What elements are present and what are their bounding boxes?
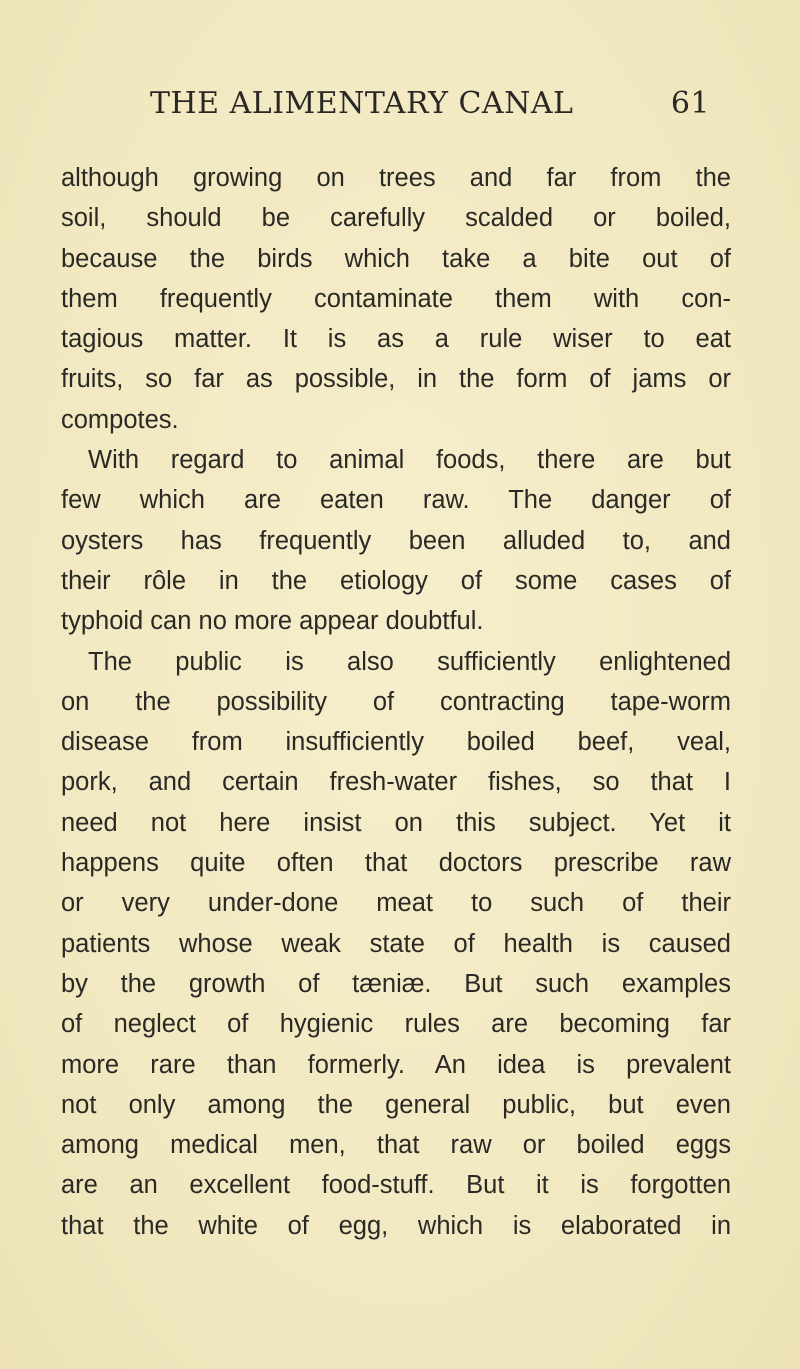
text-line: are an excellent food-stuff. But it is forgotten	[61, 1171, 731, 1200]
text-line: among medical men, that raw or boiled eggs	[61, 1131, 731, 1160]
text-line: them frequently contaminate them with con-	[61, 284, 731, 313]
text-line: typhoid can no more appear doubtful.	[61, 607, 484, 636]
text-line: disease from insufficiently boiled beef, veal,	[61, 728, 731, 757]
body-text	[61, 158, 731, 1246]
text-line: fruits, so far as possible, in the form of jams or	[61, 365, 731, 394]
text-line: happens quite often that doctors prescribe raw	[61, 849, 731, 878]
page-number: 61	[670, 86, 710, 121]
text-line: by the growth of tæniæ. But such examples	[61, 969, 731, 998]
text-line: soil, should be carefully scalded or boiled,	[61, 204, 731, 233]
text-line: although growing on trees and far from the	[61, 164, 731, 192]
text-line: need not here insist on this subject. Yet it	[61, 808, 731, 837]
paragraph-first-line: With regard to animal foods, there are but	[88, 446, 731, 475]
text-line: that the white of egg, which is elaborated in	[61, 1211, 731, 1240]
text-line: patients whose weak state of health is caused	[61, 929, 731, 958]
text-line: compotes.	[61, 405, 179, 434]
text-line: pork, and certain fresh-water fishes, so that I	[61, 768, 731, 797]
text-line: more rare than formerly. An idea is prevalent	[61, 1050, 731, 1079]
text-line: few which are eaten raw. The danger of	[61, 486, 731, 515]
chapter-title: THE ALIMENTARY CANAL	[150, 86, 574, 121]
text-line: oysters has frequently been alluded to, and	[61, 526, 731, 555]
running-head	[150, 86, 710, 130]
text-line: not only among the general public, but even	[61, 1090, 731, 1119]
text-line: of neglect of hygienic rules are becoming far	[61, 1010, 731, 1039]
paragraph-first-line: The public is also sufficiently enlightened	[88, 647, 731, 676]
text-line: because the birds which take a bite out of	[61, 244, 731, 273]
text-line: their rôle in the etiology of some cases of	[61, 566, 731, 595]
text-line: tagious matter. It is as a rule wiser to eat	[61, 325, 731, 354]
text-line: or very under-done meat to such of their	[61, 889, 731, 918]
text-line: on the possibility of contracting tape-worm	[61, 687, 731, 716]
